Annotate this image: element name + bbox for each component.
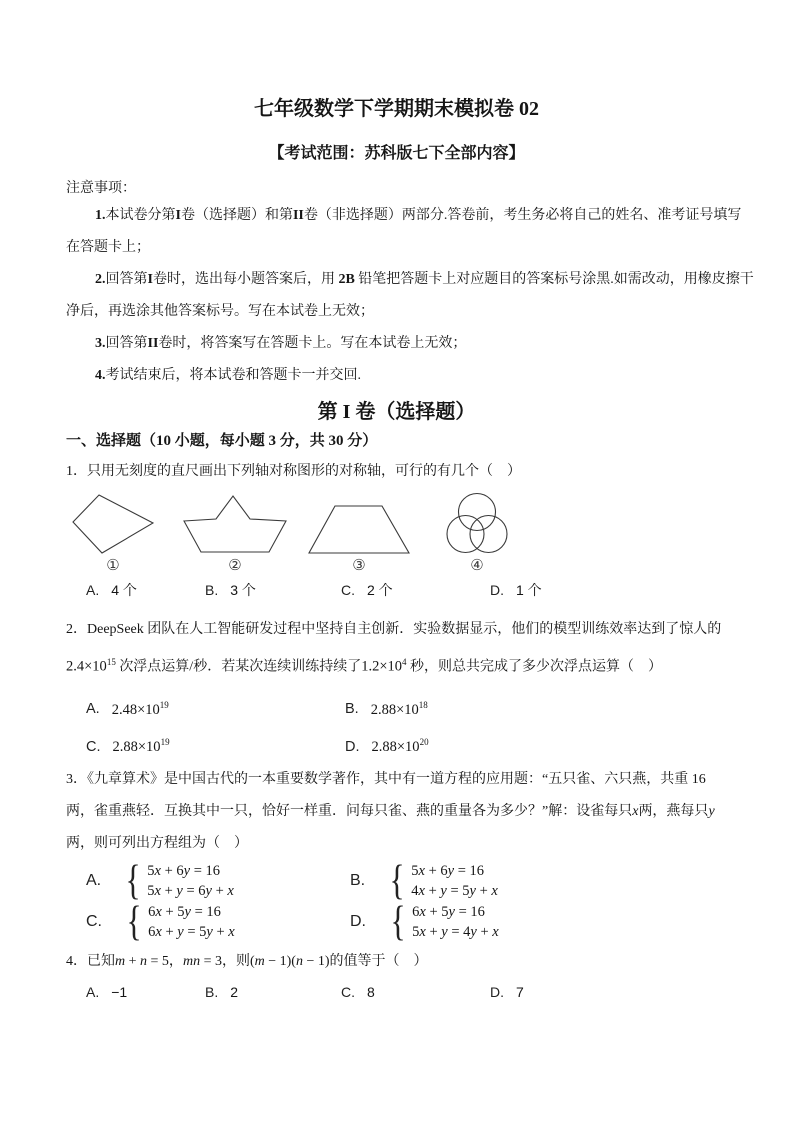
q3-options [66, 857, 727, 945]
three-circles-figure [443, 492, 511, 554]
q4-option-a: A. −1 [86, 984, 128, 1001]
q2-stem-line2: $2.4\times 10^{15}$ 次浮点运算/秒．若某次连续训练持续了$1.2\times 10^4$ 秒，则总共完成了多少次浮点运算（ ） [66, 657, 663, 675]
q2-option-d: D. $2.88\times 10^{20}$ [345, 737, 429, 756]
q2-option-b: B. $2.88\times 10^{18}$ [345, 699, 428, 718]
q1-options [66, 576, 727, 606]
q1-figure-1 [72, 494, 154, 576]
notice-heading: 注意事项： [66, 181, 136, 196]
q3-d-eq1: 6x + 5y = 16 [412, 903, 485, 920]
q2-options [66, 692, 727, 761]
part1-heading: 第 I 卷（选择题） [317, 401, 476, 423]
left-brace: { [389, 857, 405, 904]
q3-option-a: A. { 5x + 6y = 16 5x + y = 6y + x [86, 857, 234, 904]
notice-line-4: 4.考试结束后，将本试卷和答题卡一并交回. [95, 368, 361, 383]
q1-figure-4 [443, 492, 511, 576]
exam-scope: 【考试范围：苏科版七下全部内容】 [268, 145, 525, 162]
q1-figure-2 [183, 494, 287, 576]
q4-options [66, 978, 727, 1008]
q1-option-b: B. 3 个 [205, 582, 256, 598]
left-brace: { [126, 898, 142, 945]
figure-label-4: ④ [470, 558, 484, 574]
q2-value-1: 2.4×10 [66, 658, 107, 675]
q2-stem-line1: 2．DeepSeek 团队在人工智能研发过程中坚持自主创新．实验数据显示，他们的模型训练效率达到了惊人的 [66, 622, 722, 637]
notice-line-2: 2.回答第I卷时，选出每小题答案后，用 2B 铅笔把答题卡上对应题目的答案标号涂黑.如需改动，用橡皮擦干 [95, 272, 754, 287]
q3-stem-line1: 3．《九章算术》是中国古代的一本重要数学著作，其中有一道方程的应用题：“五只雀、六只燕，共重 16 [66, 772, 706, 788]
q4-option-d: D. 7 [490, 984, 524, 1001]
q1-option-d: D. 1 个 [490, 582, 542, 598]
q3-a-eq2: 5x + y = 6y + x [147, 882, 234, 899]
q1-figure-3 [308, 505, 410, 576]
notice-line-2b: 净后，再选涂其他答案标号。写在本试卷上无效； [66, 304, 374, 319]
q3-c-eq2: 6x + y = 5y + x [148, 923, 235, 940]
q4-stem: 4．已知m + n = 5，mn = 3，则(m − 1)(n − 1)的值等于（ ） [66, 954, 428, 970]
q2-exponent-1: 15 [106, 657, 116, 667]
q3-stem-line3: 两，则可列出方程组为（ ） [66, 836, 248, 852]
q3-b-eq2: 4x + y = 5y + x [411, 882, 498, 899]
q2-value-2: 1.2×10 [361, 658, 403, 675]
kite-quadrilateral-figure [72, 494, 154, 554]
trapezoid-figure [308, 505, 410, 554]
q3-option-c: C. { 6x + 5y = 16 6x + y = 5y + x [86, 898, 235, 945]
q2-option-a: A. $2.48\times 10^{19}$ [86, 699, 169, 718]
q2-option-c: C. $2.88\times 10^{19}$ [86, 737, 170, 756]
q3-d-eq2: 5x + y = 4y + x [412, 923, 499, 940]
left-brace: { [390, 898, 406, 945]
q3-option-d: D. { 6x + 5y = 16 5x + y = 4y + x [350, 898, 499, 945]
q1-figures [72, 492, 727, 576]
figure-label-3: ③ [352, 558, 366, 574]
q3-b-eq1: 5x + 6y = 16 [411, 862, 485, 879]
notice-line-1b: 在答题卡上； [66, 240, 150, 255]
boat-polygon-figure [183, 494, 287, 554]
notice-line-3: 3.回答第II卷时，将答案写在答题卡上。写在本试卷上无效； [95, 336, 467, 351]
q2-exponent-2: 4 [402, 657, 407, 667]
page-title: 七年级数学下学期期末模拟卷 02 [254, 98, 539, 120]
q3-option-b: B. { 5x + 6y = 16 4x + y = 5y + x [350, 857, 498, 904]
section1-heading: 一、选择题（10 小题，每小题 3 分，共 30 分） [66, 433, 378, 449]
left-brace: { [125, 857, 141, 904]
q1-option-a: A. 4 个 [86, 582, 137, 598]
q3-c-eq1: 6x + 5y = 16 [148, 903, 221, 920]
q1-stem: 1．只用无刻度的直尺画出下列轴对称图形的对称轴，可行的有几个（ ） [66, 464, 521, 479]
q4-option-c: C. 8 [341, 984, 375, 1001]
q3-stem-line2: 两，雀重燕轻．互换其中一只，恰好一样重．问每只雀、燕的重量各为多少？”解：设雀每只x两，燕每只y [66, 804, 715, 820]
q1-option-c: C. 2 个 [341, 582, 393, 598]
figure-label-1: ① [106, 558, 120, 574]
figure-label-2: ② [228, 558, 242, 574]
notice-line-1: 1.本试卷分第I卷（选择题）和第II卷（非选择题）两部分.答卷前，考生务必将自己的姓名、准考证号填写 [95, 208, 742, 223]
q3-a-eq1: 5x + 6y = 16 [147, 862, 221, 879]
q4-option-b: B. 2 [205, 984, 239, 1001]
